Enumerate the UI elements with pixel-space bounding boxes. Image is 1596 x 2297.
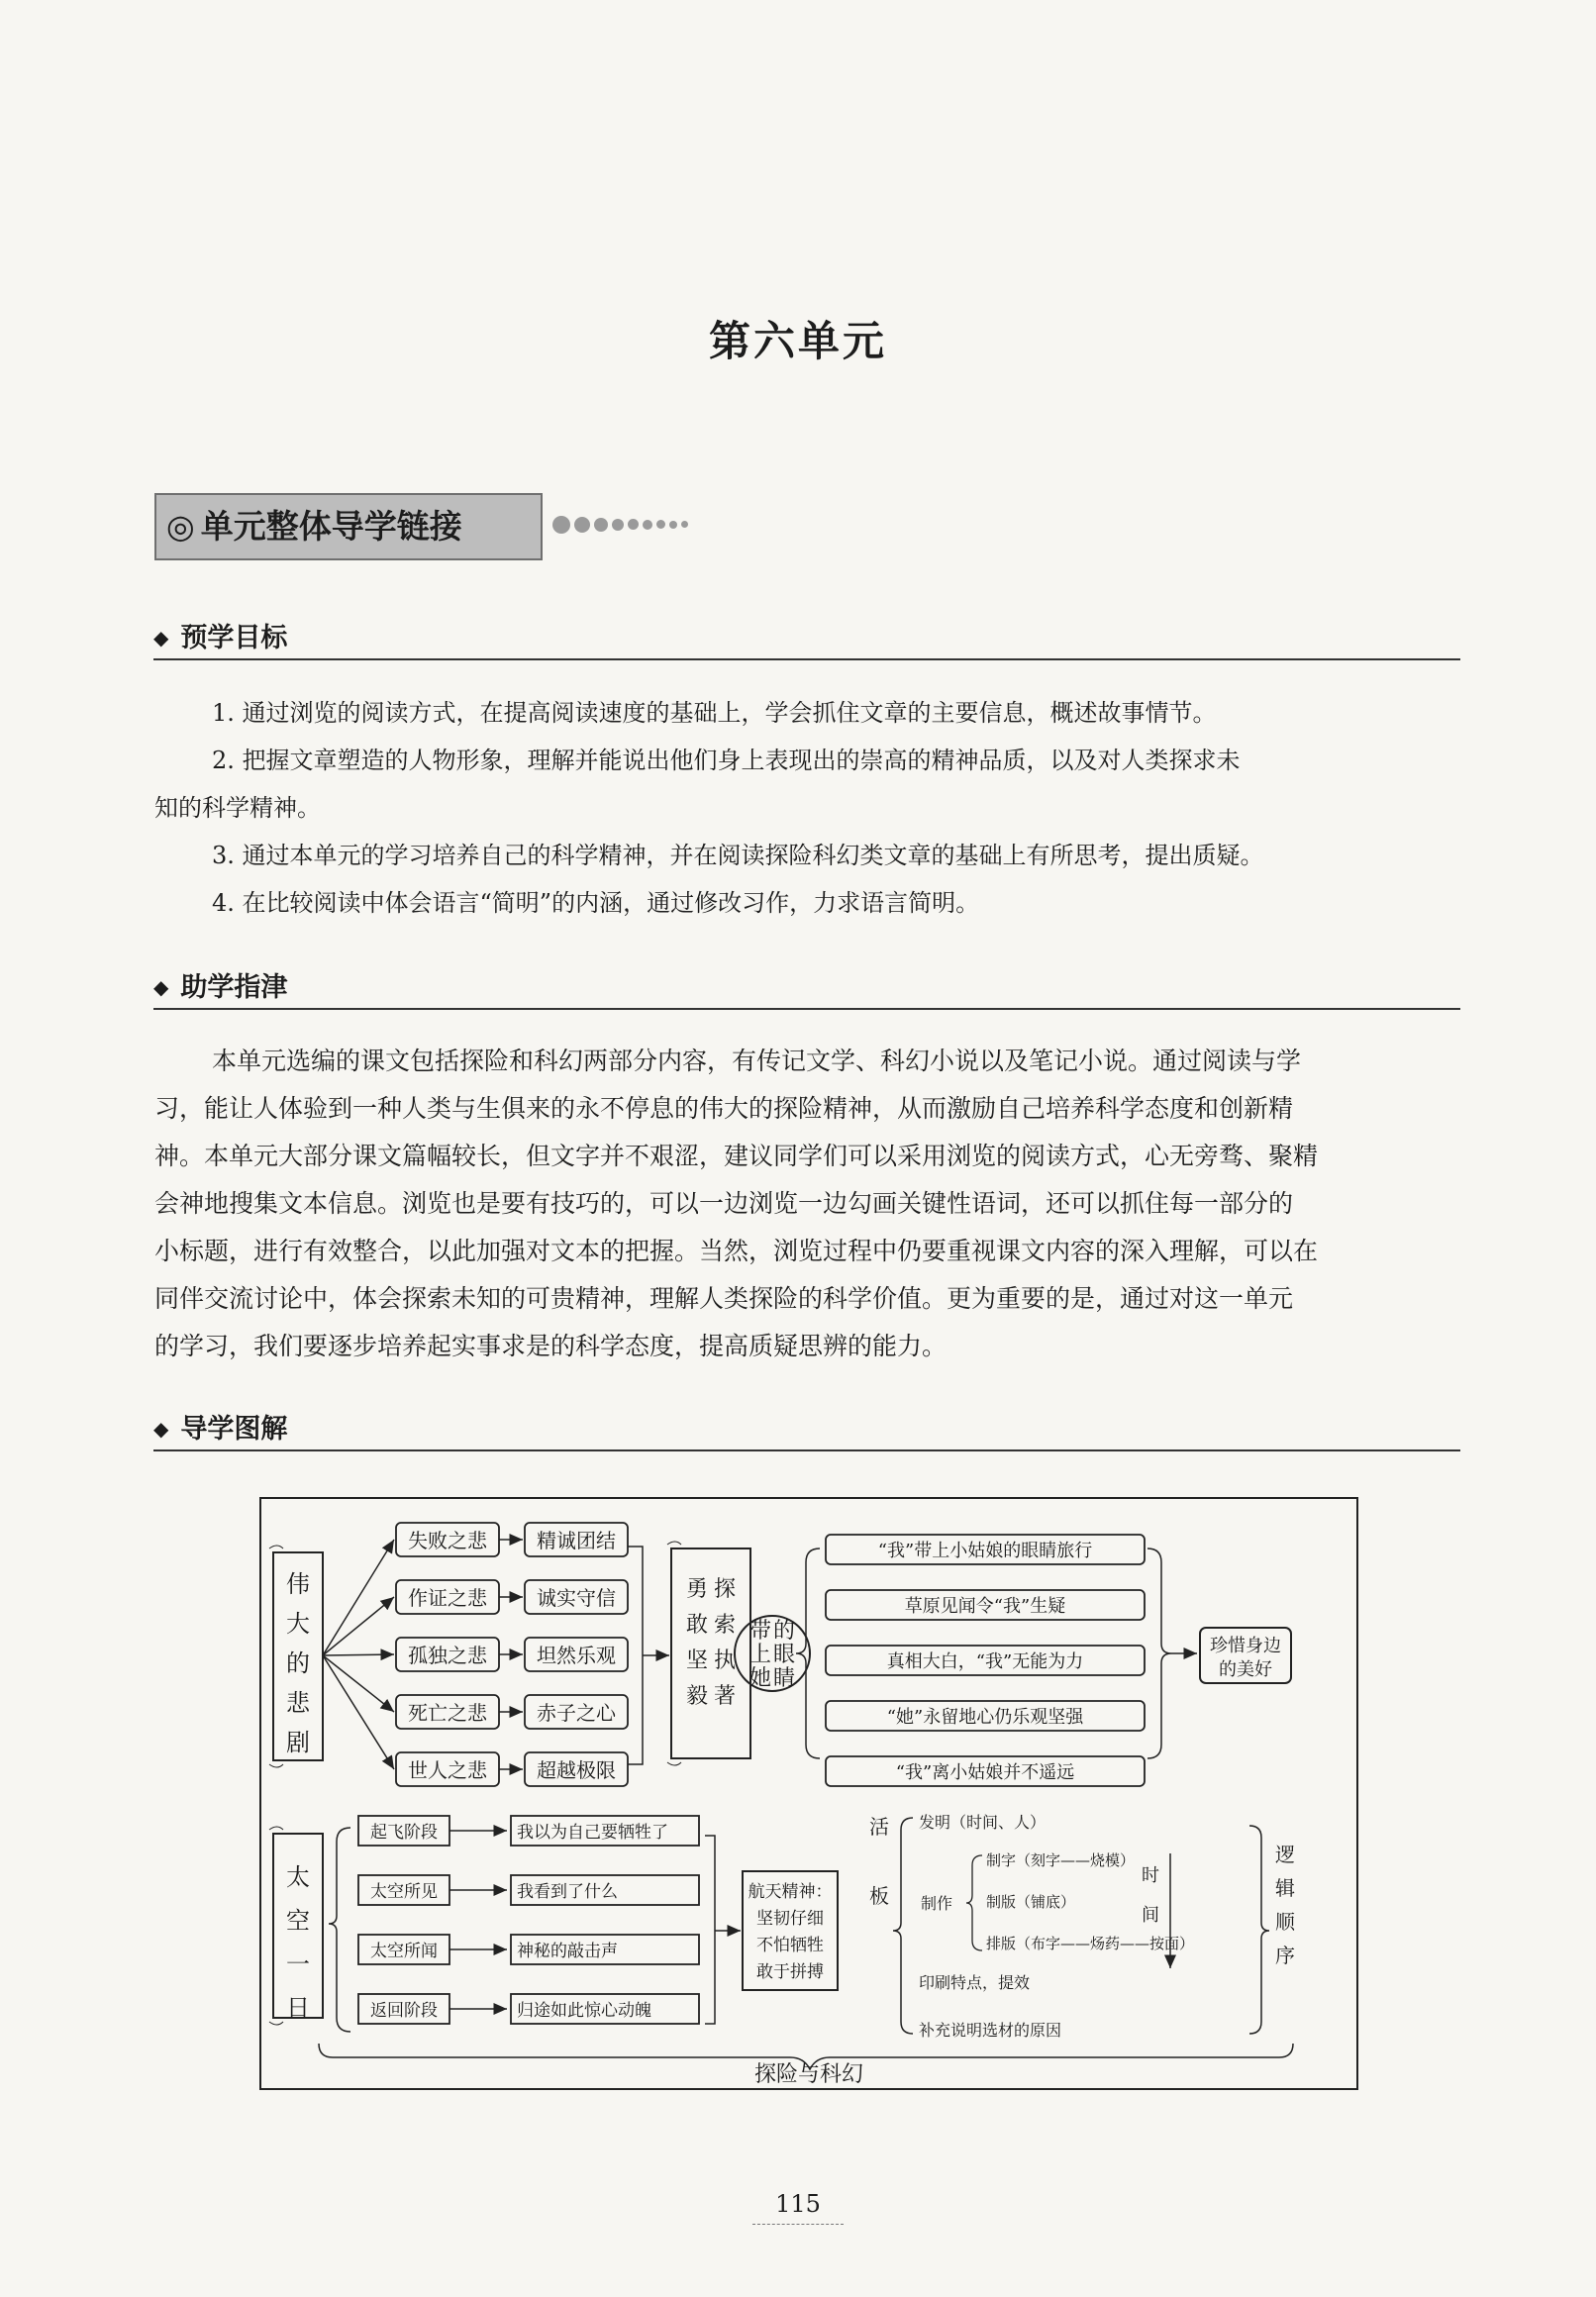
- sorrow-label: 作证之悲: [408, 1586, 487, 1610]
- stage-label: 起飞阶段: [370, 1823, 438, 1843]
- supplement-text: 补充说明选材的原因: [919, 2021, 1062, 2040]
- sorrow-label: 失败之悲: [408, 1529, 487, 1552]
- feeling-group: [511, 1816, 699, 2024]
- spirit-text: 航天精神：坚韧仔细不怕牺牲敢于拼搏: [748, 1882, 833, 1982]
- logic-order-text: 逻辑顺序: [1275, 1843, 1295, 1967]
- sorrow-link: [323, 1597, 394, 1655]
- feeling-brace: [705, 1836, 715, 2024]
- events-brace-right: [1147, 1548, 1171, 1758]
- sorrow-label: 死亡之悲: [408, 1701, 487, 1725]
- diamond-icon: ◆: [153, 1417, 169, 1441]
- feeling-label: 我以为自己要牺牲了: [517, 1823, 668, 1843]
- virtue-label: 精诚团结: [537, 1529, 616, 1552]
- feeling-label: 神秘的敲击声: [517, 1942, 618, 1961]
- center-text: 带上她的眼睛: [748, 1619, 796, 1691]
- stage-label: 返回阶段: [370, 2001, 438, 2021]
- guide-line-3: 神。本单元大部分课文篇幅较长，但文字并不艰涩，建议同学们可以采用浏览的阅读方式，心无旁骛、聚精: [154, 1142, 1319, 1170]
- goal-item-3: 3. 通过本单元的学习培养自己的科学精神，并在阅读探险科幻类文章的基础上有所思考，提出质疑。: [212, 842, 1264, 869]
- banner-label: 单元整体导学链接: [200, 507, 462, 546]
- step-label: 排版（布字——炀药——按面）: [986, 1935, 1195, 1952]
- guide-line-6: 同伴交流讨论中，体会探索未知的可贵精神，理解人类探险的科学价值。更为重要的是，通过对这一单元: [154, 1284, 1294, 1313]
- event-label: 草原见闻令“我”生疑: [904, 1596, 1066, 1617]
- sorrow-link: [323, 1654, 394, 1655]
- stage-label: 太空所见: [370, 1882, 438, 1902]
- sorrow-link: [323, 1655, 394, 1712]
- print-features-text: 印刷特点，提效: [919, 1973, 1031, 1992]
- making-text: 制作: [921, 1894, 953, 1913]
- event-label: “我”带上小姑娘的眼睛旅行: [877, 1541, 1093, 1561]
- event-label: “她”永留地心仍乐观坚强: [886, 1707, 1084, 1728]
- space-title-text: 太空一日: [286, 1863, 310, 2022]
- qualities-box: [671, 1548, 750, 1758]
- goal-item-2: 2. 把握文章塑造的人物形象，理解并能说出他们身上表现出的崇高的精神品质，以及对人类探求未: [212, 747, 1241, 774]
- event-label: 真相大白，“我”无能为力: [886, 1651, 1084, 1672]
- guide-line-2: 习，能让人体验到一种人类与生俱来的永不停息的伟大的探险精神，从而激励自己培养科学态度和创新精: [154, 1094, 1294, 1123]
- feeling-label: 我看到了什么: [517, 1882, 618, 1902]
- virtue-label: 诚实守信: [537, 1586, 616, 1610]
- left-title-text: 伟大的悲剧: [286, 1570, 310, 1756]
- sorrow-link: [323, 1540, 394, 1655]
- plate-brace: [893, 1818, 913, 2034]
- sorrow-group: [323, 1523, 523, 1786]
- sorrow-label: 世人之悲: [408, 1758, 487, 1782]
- steps-brace: [966, 1855, 982, 1950]
- stage-label: 太空所闻: [370, 1942, 438, 1961]
- guide-line-4: 会神地搜集文本信息。浏览也是要有技巧的，可以一边浏览一边勾画关键性语词，还可以抓住每一部分的: [154, 1189, 1294, 1218]
- events-brace: [796, 1548, 820, 1758]
- feeling-label: 归途如此惊心动魄: [517, 2001, 651, 2021]
- page-title: 第六单元: [708, 317, 887, 365]
- virtue-label: 超越极限: [537, 1758, 616, 1782]
- qualities-text: 勇敢坚毅探索执著: [685, 1577, 737, 1709]
- goal-item-1: 1. 通过浏览的阅读方式，在提高阅读速度的基础上，学会抓住文章的主要信息，概述故事情节。: [212, 699, 1217, 727]
- logic-brace: [1249, 1826, 1269, 2034]
- guide-diagram: [259, 1497, 1358, 2095]
- stage-brace: [329, 1828, 350, 2032]
- invention-text: 发明（时间、人）: [919, 1813, 1047, 1832]
- virtue-label: 坦然乐观: [537, 1644, 616, 1667]
- time-order-text: 时间: [1142, 1865, 1159, 1926]
- diagram-svg: [259, 1497, 1358, 2091]
- guide-line-1: 本单元选编的课文包括探险和科幻两部分内容，有传记文学、科幻小说以及笔记小说。通过阅读与学: [212, 1047, 1302, 1075]
- sorrow-label: 孤独之悲: [408, 1644, 487, 1667]
- page-number: 115: [775, 2190, 821, 2218]
- page-number-rule: [752, 2224, 844, 2225]
- diamond-icon: ◆: [153, 975, 169, 999]
- diamond-icon: ◆: [153, 626, 169, 649]
- guide-line-5: 小标题，进行有效整合，以此加强对文本的把握。当然，浏览过程中仍要重视课文内容的深入理解，可以在: [154, 1237, 1319, 1265]
- cherish-text: 珍惜身边的美好: [1210, 1636, 1281, 1680]
- event-label: “我”离小姑娘并不遥远: [895, 1762, 1075, 1783]
- circle-icon: ◎: [166, 507, 195, 546]
- sorrow-link: [323, 1655, 394, 1769]
- section-banner: [154, 493, 543, 560]
- guide-heading: ◆ 助学指津: [153, 968, 1460, 1010]
- virtue-label: 赤子之心: [537, 1701, 616, 1725]
- event-group: [826, 1535, 1145, 1786]
- step-group: [986, 1851, 1194, 1952]
- goal-item-2-cont: 知的科学精神。: [154, 794, 321, 822]
- diagram-heading: ◆ 导学图解: [153, 1410, 1460, 1451]
- guide-line-7: 的学习，我们要逐步培养起实事求是的科学态度，提高质疑思辨的能力。: [154, 1332, 948, 1360]
- step-label: 制字（刻字——烧模）: [986, 1851, 1136, 1869]
- goal-item-4: 4. 在比较阅读中体会语言“简明”的内涵，通过修改习作，力求语言简明。: [212, 889, 980, 917]
- virtue-brace: [628, 1547, 643, 1764]
- virtue-group: [525, 1523, 628, 1786]
- plate-title-text: 活板: [869, 1815, 889, 1908]
- banner-dots: [552, 514, 692, 540]
- goals-heading: ◆ 预学目标: [153, 619, 1460, 660]
- step-label: 制版（铺底）: [986, 1893, 1076, 1911]
- diagram-caption: 探险与科幻: [753, 2062, 864, 2087]
- stage-group: [358, 1816, 507, 2024]
